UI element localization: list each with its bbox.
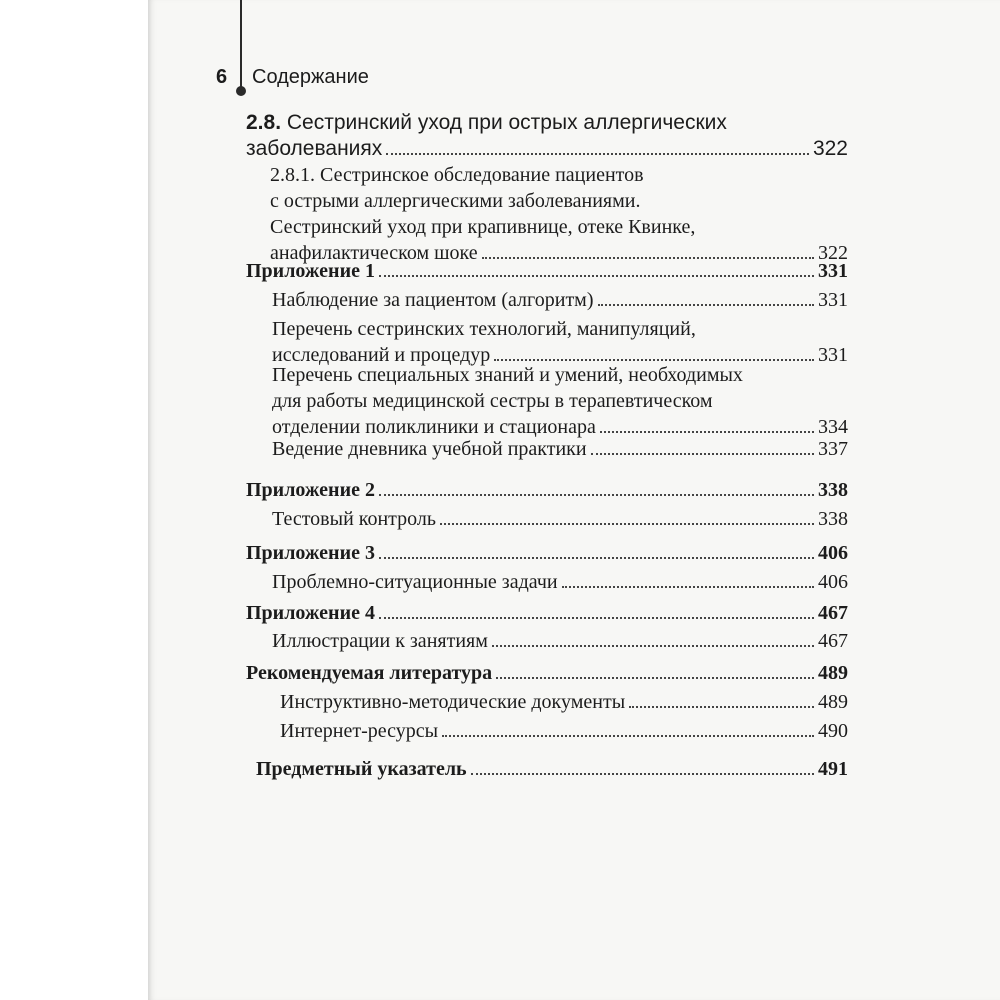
toc-entry-number: 2.8.	[246, 111, 282, 134]
toc-entry-title: Интернет-ресурсы	[280, 720, 439, 742]
toc-entry-appendix-3[interactable]	[246, 540, 848, 566]
leader-dots	[379, 617, 814, 619]
toc-entry-title: Наблюдение за пациентом (алгоритм)	[272, 289, 594, 311]
toc-entry-title: Иллюстрации к занятиям	[272, 630, 488, 652]
toc-page-number: 338	[818, 508, 848, 530]
toc-page-number: 331	[818, 260, 848, 282]
header-rule	[240, 0, 242, 90]
toc-page-number: 489	[818, 662, 848, 684]
header-rule-dot	[236, 86, 246, 96]
toc-entry-title: Перечень специальных знаний и умений, необходимых	[272, 364, 743, 386]
toc-entry-title: 2.8.1. Сестринское обследование пациентов	[270, 164, 644, 186]
toc-entry-title: Приложение 1	[246, 260, 375, 282]
leader-dots	[598, 304, 815, 306]
toc-entry-illustrations[interactable]	[272, 628, 848, 654]
toc-entry-literature[interactable]	[246, 660, 848, 686]
toc-page-number: 491	[818, 758, 848, 780]
page-number: 6	[216, 66, 228, 88]
toc-page-number: 406	[818, 542, 848, 564]
toc-page-number: 467	[818, 602, 848, 624]
toc-entry-appendix-2[interactable]	[246, 477, 848, 503]
leader-dots	[591, 453, 814, 455]
leader-dots	[386, 153, 809, 155]
leader-dots	[629, 706, 814, 708]
toc-entry-title-cont: отделении поликлиники и стационара	[272, 416, 596, 438]
toc-entry-title: Перечень сестринских технологий, манипуляций,	[272, 318, 696, 340]
toc-entry-diary[interactable]	[272, 436, 848, 462]
toc-page-number: 322	[818, 242, 848, 264]
toc-page-number: 406	[818, 571, 848, 593]
leader-dots	[562, 586, 814, 588]
toc-page-number: 334	[818, 416, 848, 438]
toc-entry-knowledge[interactable]	[272, 362, 848, 440]
toc-page-number: 322	[812, 137, 848, 160]
toc-entry-title: Приложение 4	[246, 602, 375, 624]
leader-dots	[471, 773, 814, 775]
toc-entry-title: Рекомендуемая литература	[246, 662, 493, 684]
toc-entry-title: Тестовый контроль	[272, 508, 436, 530]
leader-dots	[496, 677, 814, 679]
leader-dots	[600, 431, 814, 433]
leader-dots	[379, 557, 814, 559]
toc-page-number: 490	[818, 720, 848, 742]
toc-entry-title: Предметный указатель	[256, 758, 467, 780]
toc-page-number: 331	[818, 344, 848, 366]
toc-entry-title-cont: с острыми аллергическими заболеваниями.	[270, 190, 641, 212]
toc-entry-title-cont: анафилактическом шоке	[270, 242, 478, 264]
leader-dots	[492, 645, 814, 647]
toc-entry-title: Приложение 3	[246, 542, 375, 564]
toc-page-number: 489	[818, 691, 848, 713]
toc-entry-title-cont: Сестринский уход при крапивнице, отеке Квинке,	[270, 216, 696, 238]
toc-page-number: 331	[818, 289, 848, 311]
running-title: Содержание	[252, 66, 369, 88]
toc-entry-title: Приложение 2	[246, 479, 375, 501]
toc-entry-title: Сестринский уход при острых аллергических	[281, 111, 727, 134]
leader-dots	[440, 523, 814, 525]
toc-entry-internet[interactable]	[280, 718, 848, 744]
toc-entry-test-control[interactable]	[272, 506, 848, 532]
toc-entry-observation[interactable]	[272, 287, 848, 313]
toc-entry-title-cont: исследований и процедур	[272, 344, 491, 366]
toc-entry-title: Инструктивно-методические документы	[280, 691, 626, 713]
toc-entry-title: Проблемно-ситуационные задачи	[272, 571, 558, 593]
leader-dots	[379, 494, 814, 496]
toc-page-number: 337	[818, 438, 848, 460]
toc-entry-documents[interactable]	[280, 689, 848, 715]
toc-entry-index[interactable]	[256, 756, 848, 782]
toc-entry-appendix-4[interactable]	[246, 600, 848, 626]
toc-entry-2-8[interactable]	[246, 110, 848, 162]
toc-entry-title-cont: для работы медицинской сестры в терапевтическом	[272, 390, 713, 412]
toc-page-number: 338	[818, 479, 848, 501]
toc-entry-2-8-1[interactable]	[270, 162, 848, 266]
toc-entry-title-cont: заболеваниях	[246, 137, 383, 160]
leader-dots	[494, 359, 814, 361]
toc-entry-technologies[interactable]	[272, 316, 848, 368]
toc-entry-appendix-1[interactable]	[246, 258, 848, 284]
leader-dots	[442, 735, 814, 737]
toc-entry-title: Ведение дневника учебной практики	[272, 438, 587, 460]
toc-entry-problem-tasks[interactable]	[272, 569, 848, 595]
toc-page-number: 467	[818, 630, 848, 652]
leader-dots	[379, 275, 814, 277]
